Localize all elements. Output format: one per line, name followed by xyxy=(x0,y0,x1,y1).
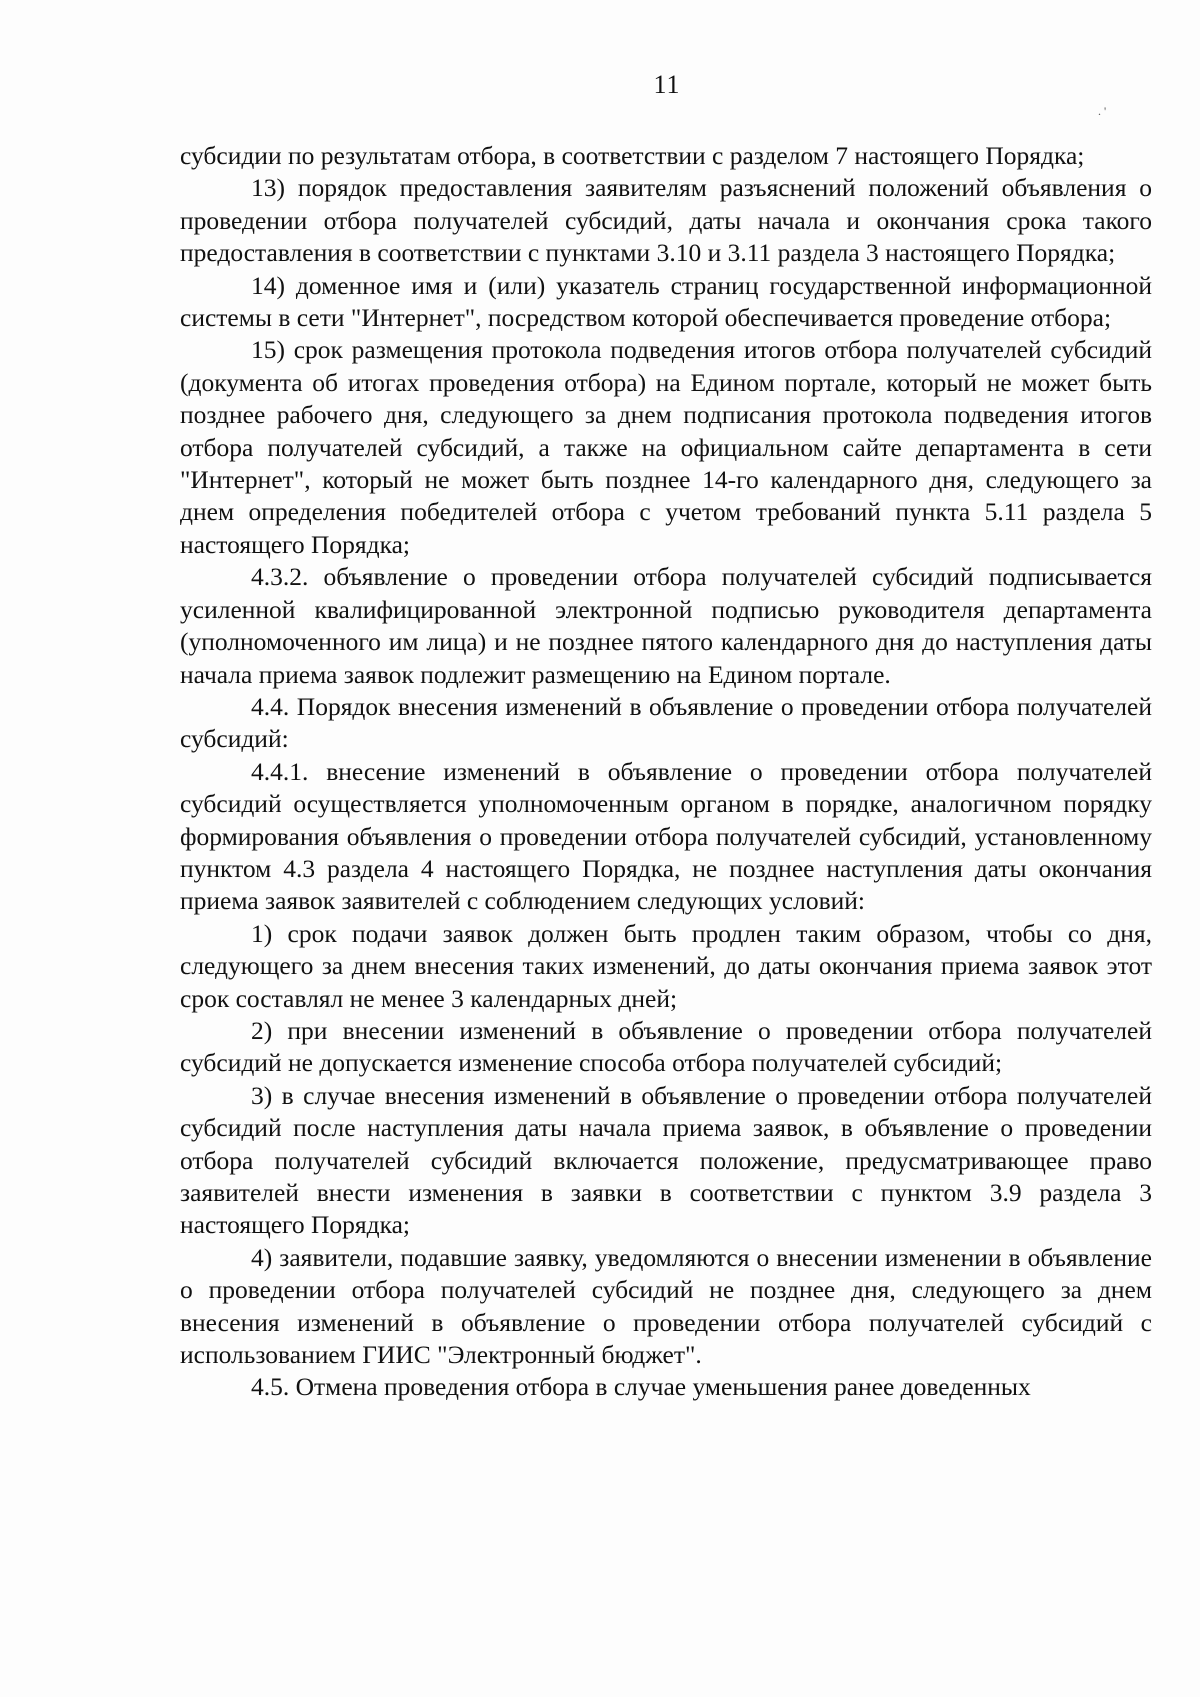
paragraph-4-4-1: 4.4.1. внесение изменений в объявление о проведении отбора получателей субсидий осуществляется уполномоченным органом в порядке, аналогичном порядку формирования объявления о проведении отбора получателей субсидий, установленному пунктом 4.3 раздела 4 настоящего Порядка, не позднее наступления даты окончания приема заявок заявителей с соблюдением следующих условий: xyxy=(180,756,1152,916)
paragraph-4-3-2: 4.3.2. объявление о проведении отбора получателей субсидий подписывается усиленной квалифицированной электронной подписью руководителя департамента (уполномоченного им лица) и не позднее пятого календарного дня до наступления даты начала приема заявок подлежит размещению на Едином портале. xyxy=(180,562,1152,689)
paragraph-continuation: субсидии по результатам отбора, в соответствии с разделом 7 настоящего Порядка; xyxy=(180,141,1085,170)
paragraph-item-15: 15) срок размещения протокола подведения итогов отбора получателей субсидий (документа об итогах проведения отбора) на Едином портале, который не может быть позднее рабочего дня, следующего за днем подписания протокола подведения итогов отбора получателей субсидий, а также на официальном сайте департамента в сети "Интернет", который не может быть позднее 14-го календарного дня, следующего за днем определения победителей отбора с учетом требований пункта 5.11 раздела 5 настоящего Порядка; xyxy=(180,335,1152,559)
paragraph-condition-2: 2) при внесении изменений в объявление о проведении отбора получателей субсидий не допускается изменение способа отбора получателей субсидий; xyxy=(180,1015,1152,1078)
paragraph-item-14: 14) доменное имя и (или) указатель страниц государственной информационной системы в сети "Интернет", посредством которой обеспечивается проведение отбора; xyxy=(180,270,1152,333)
paragraph-4-5: 4.5. Отмена проведения отбора в случае уменьшения ранее доведенных xyxy=(251,1372,1031,1402)
paragraph-condition-4: 4) заявители, подавшие заявку, уведомляются о внесении изменении в объявление о проведении отбора получателей субсидий не позднее дня, следующего за днем внесения изменений в объявление о проведении отбора получателей субсидий с использованием ГИИС "Электронный бюджет". xyxy=(180,1242,1152,1370)
scan-artifact-mark: . ' xyxy=(1098,104,1107,118)
paragraph-item-13: 13) порядок предоставления заявителям разъяснений положений объявления о проведении отбора получателей субсидий, даты начала и окончания срока такого предоставления в соответствии с пунктами 3.10 и 3.11 раздела 3 настоящего Порядка; xyxy=(180,173,1152,268)
page-number: 11 xyxy=(653,70,681,99)
paragraph-4-4: 4.4. Порядок внесения изменений в объявление о проведении отбора получателей субсидий: xyxy=(180,691,1152,754)
paragraph-condition-1: 1) срок подачи заявок должен быть продлен таким образом, чтобы со дня, следующего за днем внесения таких изменений, до даты окончания приема заявок этот срок составлял не менее 3 календарных дней; xyxy=(180,918,1152,1013)
document-body xyxy=(180,140,1152,1404)
paragraph-condition-3: 3) в случае внесения изменений в объявление о проведении отбора получателей субсидий после наступления даты начала приема заявок, в объявление о проведении отбора получателей субсидий включается положение, предусматривающее право заявителей внести изменения в заявки в соответствии с пунктом 3.9 раздела 3 настоящего Порядка; xyxy=(180,1080,1152,1240)
